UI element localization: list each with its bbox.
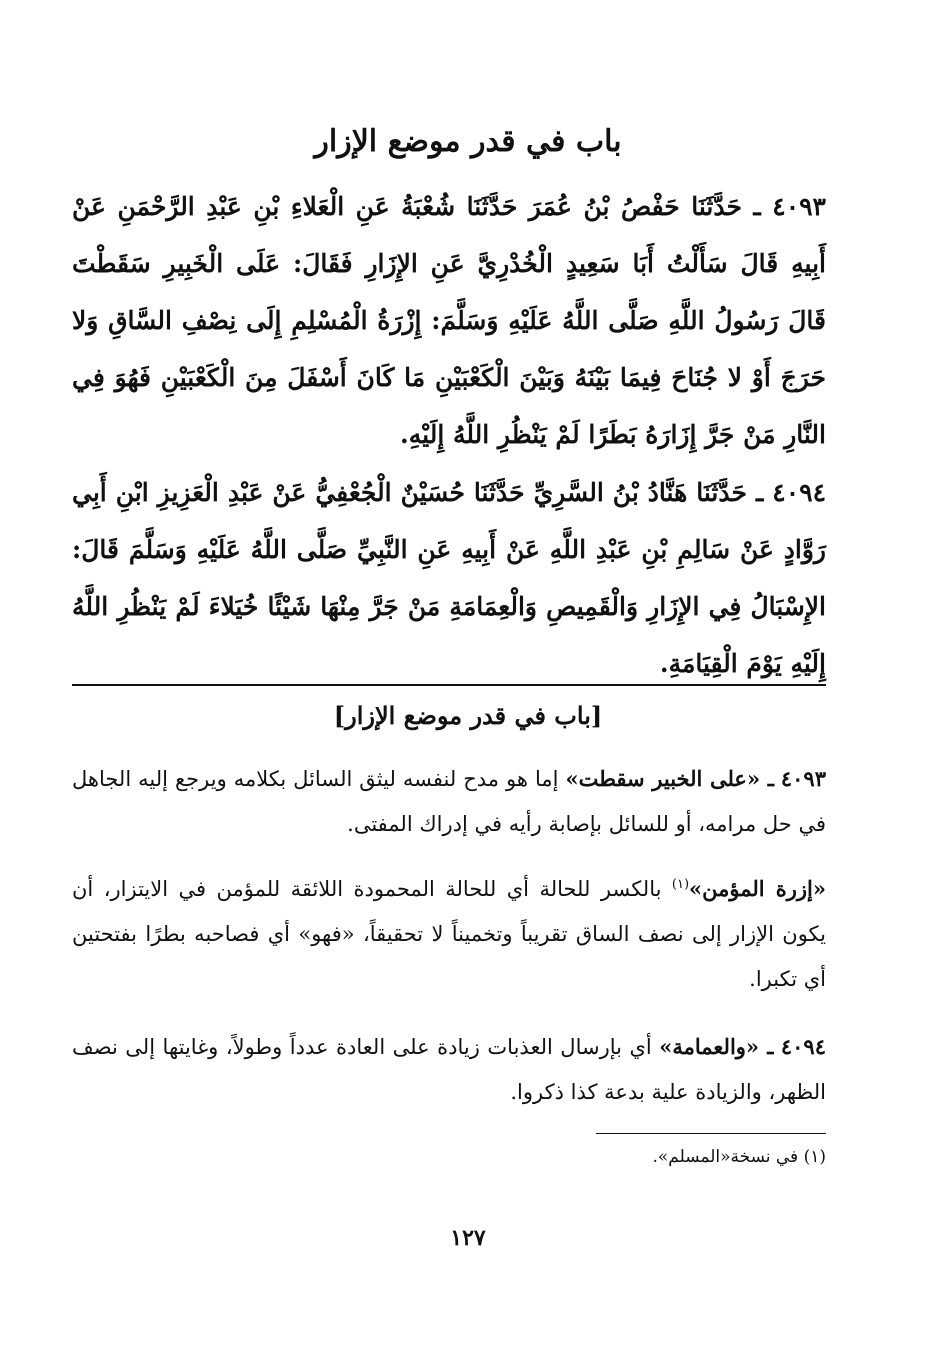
page-number: ١٢٧ [450,1225,486,1251]
commentary-text: بالكسر للحالة أي للحالة المحمودة اللائقة للمؤمن في الايتزار، أن يكون الإزار إلى نصف الساق تقريباً وتخميناً لا تحقيقاً، «فهو» أي فصاحبه بطرًا بفتحتين أي تكبرا. [72,877,826,991]
commentary-4094 [72,1024,826,1115]
hadith-number: ٤٠٩٤ [772,478,826,507]
commentary-izra [72,866,826,1002]
commentary-4093 [72,756,826,847]
commentary-quote: ـ «والعمامة» [659,1034,774,1059]
section-divider [72,684,826,686]
hadith-4094 [72,464,826,692]
footnote-reference[interactable]: (١) [671,877,690,892]
commentary-text: إما هو مدح لنفسه ليثق السائل بكلامه ويرجع إليه الجاهل في حل مرامه، أو للسائل بإصابة رأيه في إدراك المفتى. [72,767,826,836]
hadith-text: ـ حَدَّثَنَا هَنَّادُ بْنُ السَّرِيِّ حَدَّثَنَا حُسَيْنٌ الْجُعْفِيُّ عَنْ عَبْدِ الْعَزِيزِ ابْنِ أَبِي رَوَّادٍ عَنْ سَالِمِ بْنِ عَبْدِ اللَّهِ عَنْ أَبِيهِ عَنِ النَّبِيِّ صَلَّى اللَّهُ عَلَيْهِ وَسَلَّمَ قَالَ: الإِسْبَالُ فِي الإِزَارِ وَالْقَمِيصِ وَالْعِمَامَةِ مَنْ جَرَّ مِنْهَا شَيْئًا خُيَلاءَ لَمْ يَنْظُرِ اللَّهُ إِلَيْهِ يَوْمَ الْقِيَامَةِ. [72,478,826,678]
hadith-text: ـ حَدَّثَنَا حَفْصُ بْنُ عُمَرَ حَدَّثَنَا شُعْبَةُ عَنِ الْعَلاءِ بْنِ عَبْدِ الرَّحْمَنِ عَنْ أَبِيهِ قَالَ سَأَلْتُ أَبَا سَعِيدٍ الْخُدْرِيَّ عَنِ الإِزَارِ فَقَالَ: عَلَى الْخَبِيرِ سَقَطْتَ قَالَ رَسُولُ اللَّهِ صَلَّى اللَّهُ عَلَيْهِ وَسَلَّمَ: إِزْرَةُ الْمُسْلِمِ إِلَى نِصْفِ السَّاقِ وَلا حَرَجَ أَوْ لا جُنَاحَ فِيمَا بَيْنَهُ وَبَيْنَ الْكَعْبَيْنِ مَا كَانَ أَسْفَلَ مِنَ الْكَعْبَيْنِ فَهُوَ فِي النَّارِ مَنْ جَرَّ إِزَارَهُ بَطَرًا لَمْ يَنْظُرِ اللَّهُ إِلَيْهِ. [72,192,826,449]
commentary-quote: ـ «على الخبير سقطت» [565,766,774,791]
commentary-number: ٤٠٩٣ [780,766,826,791]
commentary-number: ٤٠٩٤ [780,1034,826,1059]
hadith-number: ٤٠٩٣ [772,192,826,221]
hadith-4093 [72,178,826,463]
footnote: (١) في نسخة«المسلم». [652,1147,826,1167]
commentary-text: أي بإرسال العذبات زيادة على العادة عدداً وطولاً، وغايتها إلى نصف الظهر، والزيادة علية بدعة كذا ذكروا. [72,1035,826,1104]
footnote-divider [596,1133,826,1134]
commentary-quote: «إزرة المؤمن» [689,876,826,901]
chapter-title: باب في قدر موضع الإزار [314,124,622,159]
commentary-title: [باب في قدر موضع الإزار] [333,701,603,730]
